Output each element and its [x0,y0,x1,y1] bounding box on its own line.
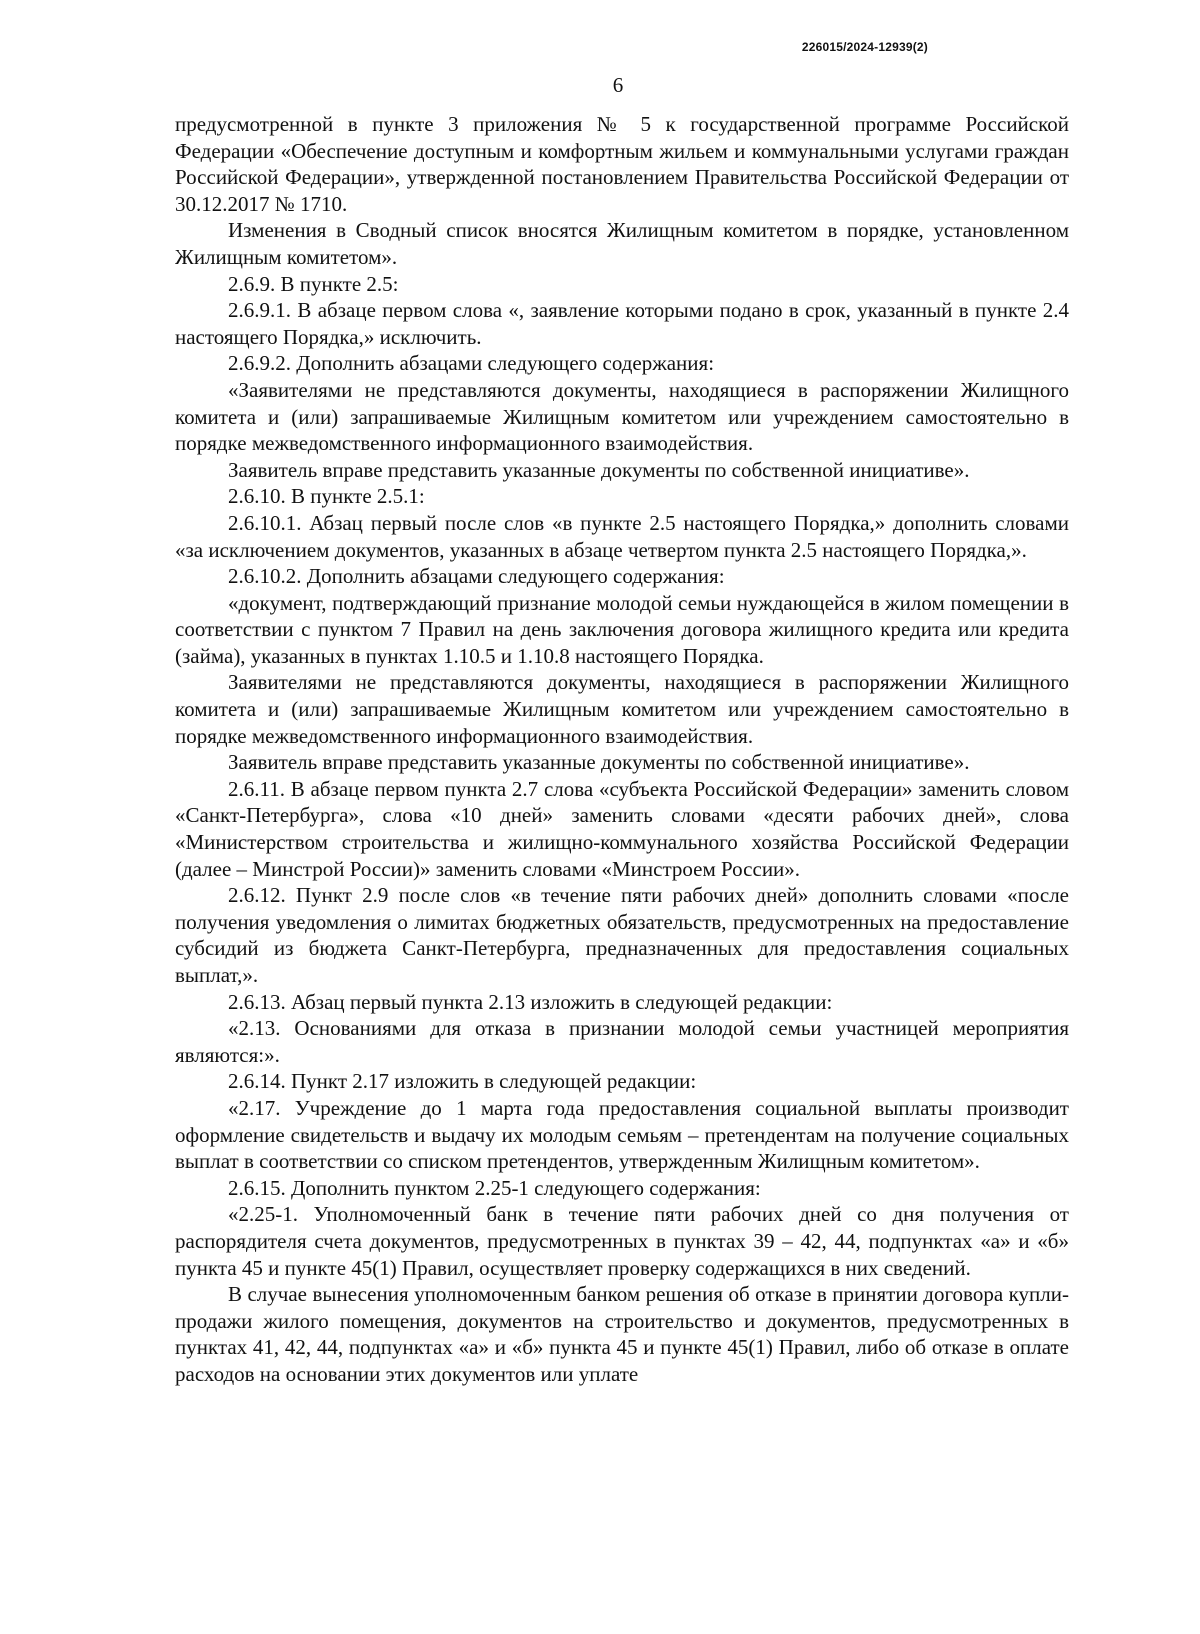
paragraph: «2.25-1. Уполномоченный банк в течение пяти рабочих дней со дня получения от распорядителя счета документов, предусмотренных в пунктах 39 – 42, 44, подпунктах «а» и «б» пункта 45 и пункте 45(1) Правил, осуществляет проверку содержащихся в них сведений. [175,1202,1069,1280]
paragraph: «2.13. Основаниями для отказа в признании молодой семьи участницей мероприятия являются:». [175,1016,1069,1067]
paragraph: В случае вынесения уполномоченным банком решения об отказе в принятии договора купли-продажи жилого помещения, документов на строительство и документов, предусмотренных в пунктах 41, 42, 44, подпунктах «а» и «б» пункта 45 и пункте 45(1) Правил, либо об отказе в оплате расходов на основании этих документов или уплате [175,1282,1069,1386]
paragraph: 2.6.9.1. В абзаце первом слова «, заявление которыми подано в срок, указанный в пункте 2.4 настоящего Порядка,» исключить. [175,298,1069,349]
paragraph: 2.6.13. Абзац первый пункта 2.13 изложить в следующей редакции: [228,989,833,1014]
paragraph: Заявителями не представляются документы, находящиеся в распоряжении Жилищного комитета и (или) запрашиваемые Жилищным комитетом или учреждением самостоятельно в порядке межведомственного информационного взаимодействия. [175,670,1069,748]
paragraph: 2.6.10. В пункте 2.5.1: [228,484,425,509]
page-number: 6 [612,73,624,97]
paragraph: Изменения в Сводный список вносятся Жилищным комитетом в порядке, установленном Жилищным комитетом». [175,218,1069,269]
paragraph: Заявитель вправе представить указанные документы по собственной инициативе». [228,457,970,482]
paragraph: 2.6.10.2. Дополнить абзацами следующего содержания: [228,564,725,589]
paragraph: 2.6.12. Пункт 2.9 после слов «в течение пяти рабочих дней» дополнить словами «после получения уведомления о лимитах бюджетных обязательств, предусмотренных на предоставление субсидий из бюджета Санкт-Петербурга, предназначенных для предоставления социальных выплат,». [175,883,1069,987]
document-number: 226015/2024-12939(2) [801,40,928,54]
paragraph: 2.6.15. Дополнить пунктом 2.25-1 следующего содержания: [228,1175,761,1200]
paragraph: «документ, подтверждающий признание молодой семьи нуждающейся в жилом помещении в соответствии с пунктом 7 Правил на день заключения договора жилищного кредита или кредита (займа), указанных в пунктах 1.10.5 и 1.10.8 настоящего Порядка. [175,590,1069,668]
paragraph: Заявитель вправе представить указанные документы по собственной инициативе». [228,750,970,775]
paragraph: 2.6.9. В пункте 2.5: [228,271,399,296]
paragraph: 2.6.10.1. Абзац первый после слов «в пункте 2.5 настоящего Порядка,» дополнить словами «за исключением документов, указанных в абзаце четвертом пункта 2.5 настоящего Порядка,». [175,510,1069,562]
paragraph: «2.17. Учреждение до 1 марта года предоставления социальной выплаты производит оформление свидетельств и выдачу их молодым семьям – претендентам на получение социальных выплат в соответствии со списком претендентов, утвержденным Жилищным комитетом». [175,1095,1069,1174]
paragraph: 2.6.9.2. Дополнить абзацами следующего содержания: [228,351,715,376]
page-body [175,111,1069,1388]
paragraph: «Заявителями не представляются документы, находящиеся в распоряжении Жилищного комитета и (или) запрашиваемые Жилищным комитетом или учреждением самостоятельно в порядке межведомственного информационного взаимодействия. [175,377,1069,456]
paragraph: предусмотренной в пункте 3 приложения № 5 к государственной программе Российской Федерации «Обеспечение доступным и комфортным жильем и коммунальными услугами граждан Российской Федерации», утвержденной постановлением Правительства Российской Федерации от 30.12.2017 № 1710. [175,112,1069,216]
paragraph: 2.6.11. В абзаце первом пункта 2.7 слова «субъекта Российской Федерации» заменить словом «Санкт-Петербурга», слова «10 дней» заменить словами «десяти рабочих дней», слова «Министерством строительства и жилищно-коммунального хозяйства Российской Федерации (далее – Минстрой России)» заменить словами «Минстроем России». [175,776,1069,881]
paragraph: 2.6.14. Пункт 2.17 изложить в следующей редакции: [228,1069,697,1094]
